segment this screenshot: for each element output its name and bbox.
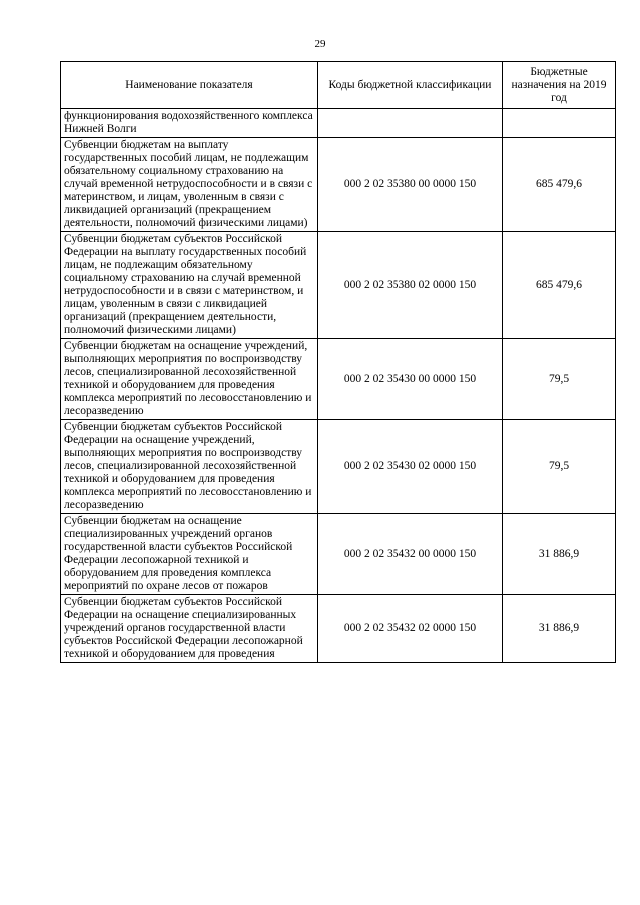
table-row bbox=[61, 595, 616, 663]
indicator-name: Субвенции бюджетам субъектов Российской Федерации на выплату государственных пособий лицам, не подлежащим обязательному социальному страхованию на случай временной нетрудоспособности и в связи с материнством, и лицам, уволенным в связи с ликвидацией организаций (прекращением деятельности, полномочий физическими лицами) bbox=[61, 232, 318, 339]
classification-code bbox=[318, 109, 503, 138]
budget-amount bbox=[503, 109, 616, 138]
column-header-code: Коды бюджетной классификации bbox=[318, 62, 503, 109]
classification-code: 000 2 02 35432 02 0000 150 bbox=[318, 595, 503, 663]
page-number: 29 bbox=[314, 38, 326, 50]
budget-amount: 79,5 bbox=[503, 339, 616, 420]
table-row bbox=[61, 232, 616, 339]
budget-amount: 685 479,6 bbox=[503, 232, 616, 339]
indicator-name: Субвенции бюджетам субъектов Российской Федерации на оснащение учреждений, выполняющих мероприятия по воспроизводству лесов, специализированной лесохозяйственной техникой и оборудованием для проведения комплекса мероприятий по лесовосстановлению и лесоразведению bbox=[61, 420, 318, 514]
indicator-name: функционирования водохозяйственного комплекса Нижней Волги bbox=[61, 109, 318, 138]
table-row bbox=[61, 109, 616, 138]
classification-code: 000 2 02 35430 02 0000 150 bbox=[318, 420, 503, 514]
budget-amount: 31 886,9 bbox=[503, 595, 616, 663]
indicator-name: Субвенции бюджетам субъектов Российской Федерации на оснащение специализированных учреждений органов государственной власти субъектов Российской Федерации лесопожарной техникой и оборудованием для проведения bbox=[61, 595, 318, 663]
indicator-name: Субвенции бюджетам на оснащение специализированных учреждений органов государственной власти субъектов Российской Федерации лесопожарной техникой и оборудованием для проведения комплекса мероприятий по охране лесов от пожаров bbox=[61, 514, 318, 595]
classification-code: 000 2 02 35432 00 0000 150 bbox=[318, 514, 503, 595]
header-row bbox=[61, 62, 616, 109]
budget-amount: 685 479,6 bbox=[503, 138, 616, 232]
classification-code: 000 2 02 35380 02 0000 150 bbox=[318, 232, 503, 339]
column-header-name: Наименование показателя bbox=[61, 62, 318, 109]
column-header-amount: Бюджетные назначения на 2019 год bbox=[503, 62, 616, 109]
table-body bbox=[61, 109, 616, 663]
table-row bbox=[61, 420, 616, 514]
indicator-name: Субвенции бюджетам на оснащение учреждений, выполняющих мероприятия по воспроизводству лесов, специализированной лесохозяйственной техникой и оборудованием для проведения комплекса мероприятий по лесовосстановлению и лесоразведению bbox=[61, 339, 318, 420]
table-row bbox=[61, 138, 616, 232]
classification-code: 000 2 02 35380 00 0000 150 bbox=[318, 138, 503, 232]
table-row bbox=[61, 514, 616, 595]
table-row bbox=[61, 339, 616, 420]
table-header bbox=[61, 62, 616, 109]
indicator-name: Субвенции бюджетам на выплату государственных пособий лицам, не подлежащим обязательному социальному страхованию на случай временной нетрудоспособности и в связи с материнством, и лицам, уволенным в связи с ликвидацией организаций (прекращением деятельности, полномочий физическими лицами) bbox=[61, 138, 318, 232]
classification-code: 000 2 02 35430 00 0000 150 bbox=[318, 339, 503, 420]
budget-amount: 79,5 bbox=[503, 420, 616, 514]
budget-amount: 31 886,9 bbox=[503, 514, 616, 595]
budget-table bbox=[60, 61, 616, 663]
